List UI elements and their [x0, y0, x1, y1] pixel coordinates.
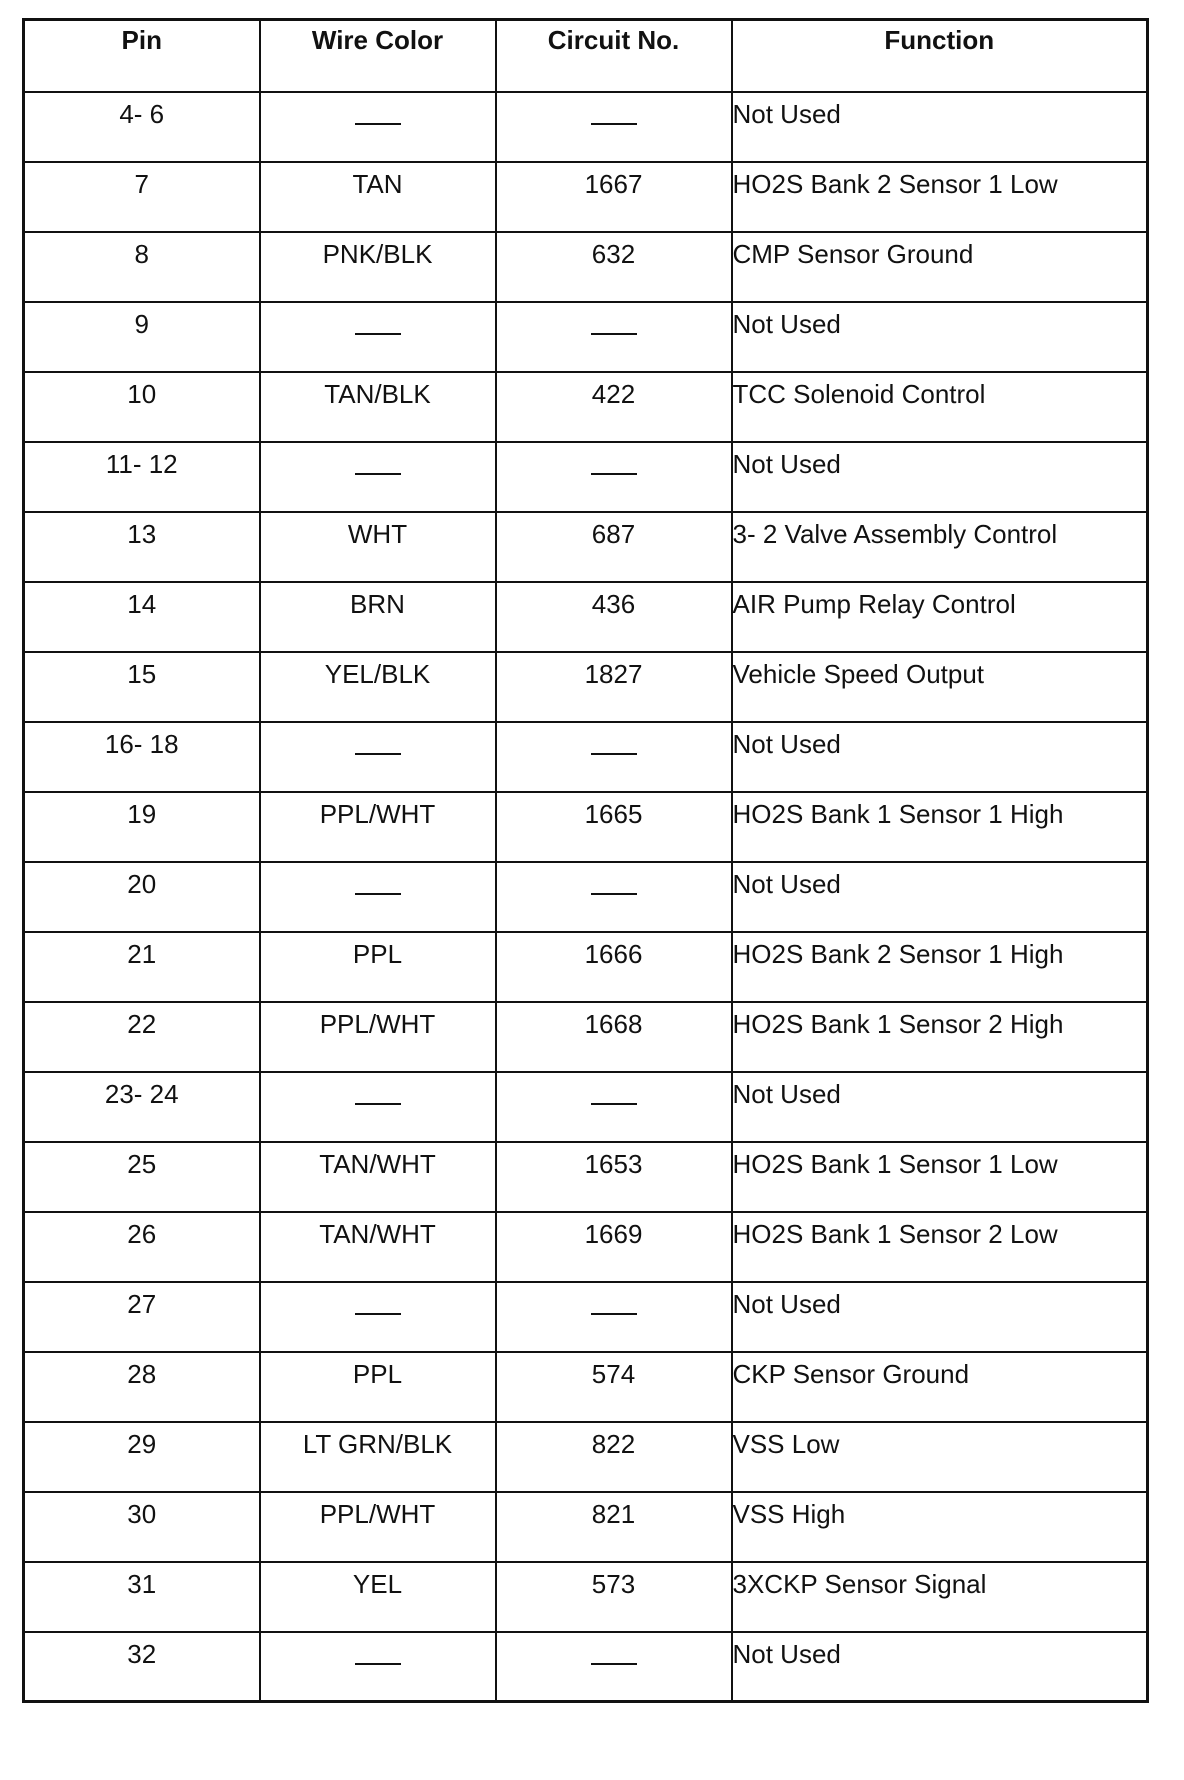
table-row [24, 512, 1148, 582]
cell-pin: 15 [24, 652, 260, 722]
cell-pin: 22 [24, 1002, 260, 1072]
table-row [24, 652, 1148, 722]
cell-function: Not Used [732, 1282, 1148, 1352]
cell-circuit-no: 1827 [496, 652, 732, 722]
pin-function-table [22, 18, 1149, 1703]
table-header-row [24, 20, 1148, 92]
cell-function: Not Used [732, 302, 1148, 372]
cell-function: Not Used [732, 442, 1148, 512]
cell-circuit-no-empty [496, 1282, 732, 1352]
cell-pin: 16- 18 [24, 722, 260, 792]
cell-wire-color: YEL/BLK [260, 652, 496, 722]
cell-pin: 31 [24, 1562, 260, 1632]
cell-circuit-no-empty [496, 1632, 732, 1702]
cell-function: HO2S Bank 2 Sensor 1 Low [732, 162, 1148, 232]
table-row [24, 442, 1148, 512]
table-body [24, 92, 1148, 1702]
table-row [24, 162, 1148, 232]
cell-circuit-no: 632 [496, 232, 732, 302]
cell-wire-color: PPL [260, 932, 496, 1002]
cell-function: TCC Solenoid Control [732, 372, 1148, 442]
cell-pin: 25 [24, 1142, 260, 1212]
cell-wire-color-empty [260, 722, 496, 792]
cell-circuit-no: 1669 [496, 1212, 732, 1282]
cell-wire-color: PPL/WHT [260, 792, 496, 862]
cell-function: CMP Sensor Ground [732, 232, 1148, 302]
cell-function: 3XCKP Sensor Signal [732, 1562, 1148, 1632]
cell-circuit-no-empty [496, 862, 732, 932]
cell-function: CKP Sensor Ground [732, 1352, 1148, 1422]
cell-function: Vehicle Speed Output [732, 652, 1148, 722]
table-row [24, 232, 1148, 302]
empty-dash [591, 753, 637, 755]
empty-dash [355, 473, 401, 475]
cell-circuit-no: 822 [496, 1422, 732, 1492]
cell-function: Not Used [732, 722, 1148, 792]
cell-wire-color: LT GRN/BLK [260, 1422, 496, 1492]
header-circuit-no: Circuit No. [496, 20, 732, 92]
cell-pin: 23- 24 [24, 1072, 260, 1142]
cell-function: Not Used [732, 862, 1148, 932]
cell-circuit-no: 1666 [496, 932, 732, 1002]
cell-circuit-no-empty [496, 722, 732, 792]
cell-wire-color: PPL/WHT [260, 1002, 496, 1072]
cell-circuit-no: 1653 [496, 1142, 732, 1212]
cell-wire-color: YEL [260, 1562, 496, 1632]
cell-pin: 28 [24, 1352, 260, 1422]
cell-wire-color: PPL [260, 1352, 496, 1422]
cell-pin: 29 [24, 1422, 260, 1492]
cell-pin: 32 [24, 1632, 260, 1702]
cell-circuit-no-empty [496, 1072, 732, 1142]
cell-function: Not Used [732, 1072, 1148, 1142]
cell-pin: 20 [24, 862, 260, 932]
cell-circuit-no-empty [496, 92, 732, 162]
cell-pin: 26 [24, 1212, 260, 1282]
header-function: Function [732, 20, 1148, 92]
cell-function: AIR Pump Relay Control [732, 582, 1148, 652]
cell-pin: 21 [24, 932, 260, 1002]
cell-wire-color: TAN/WHT [260, 1142, 496, 1212]
cell-wire-color: TAN [260, 162, 496, 232]
table-row [24, 1422, 1148, 1492]
cell-function: Not Used [732, 1632, 1148, 1702]
cell-function: HO2S Bank 2 Sensor 1 High [732, 932, 1148, 1002]
cell-wire-color: PPL/WHT [260, 1492, 496, 1562]
table-row [24, 1352, 1148, 1422]
empty-dash [355, 1663, 401, 1665]
cell-circuit-no: 574 [496, 1352, 732, 1422]
empty-dash [591, 893, 637, 895]
table-row [24, 1492, 1148, 1562]
table-row [24, 1072, 1148, 1142]
table-row [24, 862, 1148, 932]
cell-wire-color-empty [260, 1282, 496, 1352]
cell-function: VSS Low [732, 1422, 1148, 1492]
cell-function: HO2S Bank 1 Sensor 1 High [732, 792, 1148, 862]
cell-pin: 7 [24, 162, 260, 232]
cell-wire-color-empty [260, 92, 496, 162]
cell-function: HO2S Bank 1 Sensor 2 Low [732, 1212, 1148, 1282]
empty-dash [591, 333, 637, 335]
cell-wire-color: BRN [260, 582, 496, 652]
cell-pin: 30 [24, 1492, 260, 1562]
cell-circuit-no: 422 [496, 372, 732, 442]
table-row [24, 1282, 1148, 1352]
table-row [24, 1632, 1148, 1702]
table-row [24, 722, 1148, 792]
table-row [24, 792, 1148, 862]
cell-circuit-no: 1668 [496, 1002, 732, 1072]
cell-function: HO2S Bank 1 Sensor 2 High [732, 1002, 1148, 1072]
empty-dash [355, 333, 401, 335]
cell-wire-color-empty [260, 1072, 496, 1142]
cell-wire-color-empty [260, 442, 496, 512]
cell-pin: 11- 12 [24, 442, 260, 512]
cell-function: 3- 2 Valve Assembly Control [732, 512, 1148, 582]
table-row [24, 1002, 1148, 1072]
cell-circuit-no-empty [496, 442, 732, 512]
cell-wire-color-empty [260, 302, 496, 372]
table-row [24, 1142, 1148, 1212]
cell-pin: 9 [24, 302, 260, 372]
empty-dash [591, 123, 637, 125]
cell-pin: 19 [24, 792, 260, 862]
cell-pin: 14 [24, 582, 260, 652]
empty-dash [355, 753, 401, 755]
cell-wire-color: PNK/BLK [260, 232, 496, 302]
table-row [24, 1212, 1148, 1282]
cell-circuit-no: 1665 [496, 792, 732, 862]
empty-dash [355, 123, 401, 125]
empty-dash [591, 1313, 637, 1315]
cell-wire-color-empty [260, 1632, 496, 1702]
cell-circuit-no: 436 [496, 582, 732, 652]
cell-function: HO2S Bank 1 Sensor 1 Low [732, 1142, 1148, 1212]
cell-wire-color: TAN/BLK [260, 372, 496, 442]
empty-dash [355, 1103, 401, 1105]
empty-dash [355, 893, 401, 895]
table-row [24, 932, 1148, 1002]
table-row [24, 372, 1148, 442]
cell-circuit-no: 687 [496, 512, 732, 582]
cell-circuit-no: 1667 [496, 162, 732, 232]
empty-dash [591, 1663, 637, 1665]
cell-pin: 4- 6 [24, 92, 260, 162]
cell-circuit-no: 573 [496, 1562, 732, 1632]
cell-pin: 8 [24, 232, 260, 302]
cell-pin: 13 [24, 512, 260, 582]
header-wire-color: Wire Color [260, 20, 496, 92]
cell-circuit-no: 821 [496, 1492, 732, 1562]
table-row [24, 92, 1148, 162]
header-pin: Pin [24, 20, 260, 92]
cell-pin: 27 [24, 1282, 260, 1352]
empty-dash [591, 1103, 637, 1105]
cell-function: Not Used [732, 92, 1148, 162]
cell-wire-color: WHT [260, 512, 496, 582]
cell-circuit-no-empty [496, 302, 732, 372]
cell-function: VSS High [732, 1492, 1148, 1562]
table-row [24, 582, 1148, 652]
empty-dash [355, 1313, 401, 1315]
cell-wire-color-empty [260, 862, 496, 932]
cell-wire-color: TAN/WHT [260, 1212, 496, 1282]
table-row [24, 1562, 1148, 1632]
cell-pin: 10 [24, 372, 260, 442]
table-row [24, 302, 1148, 372]
empty-dash [591, 473, 637, 475]
